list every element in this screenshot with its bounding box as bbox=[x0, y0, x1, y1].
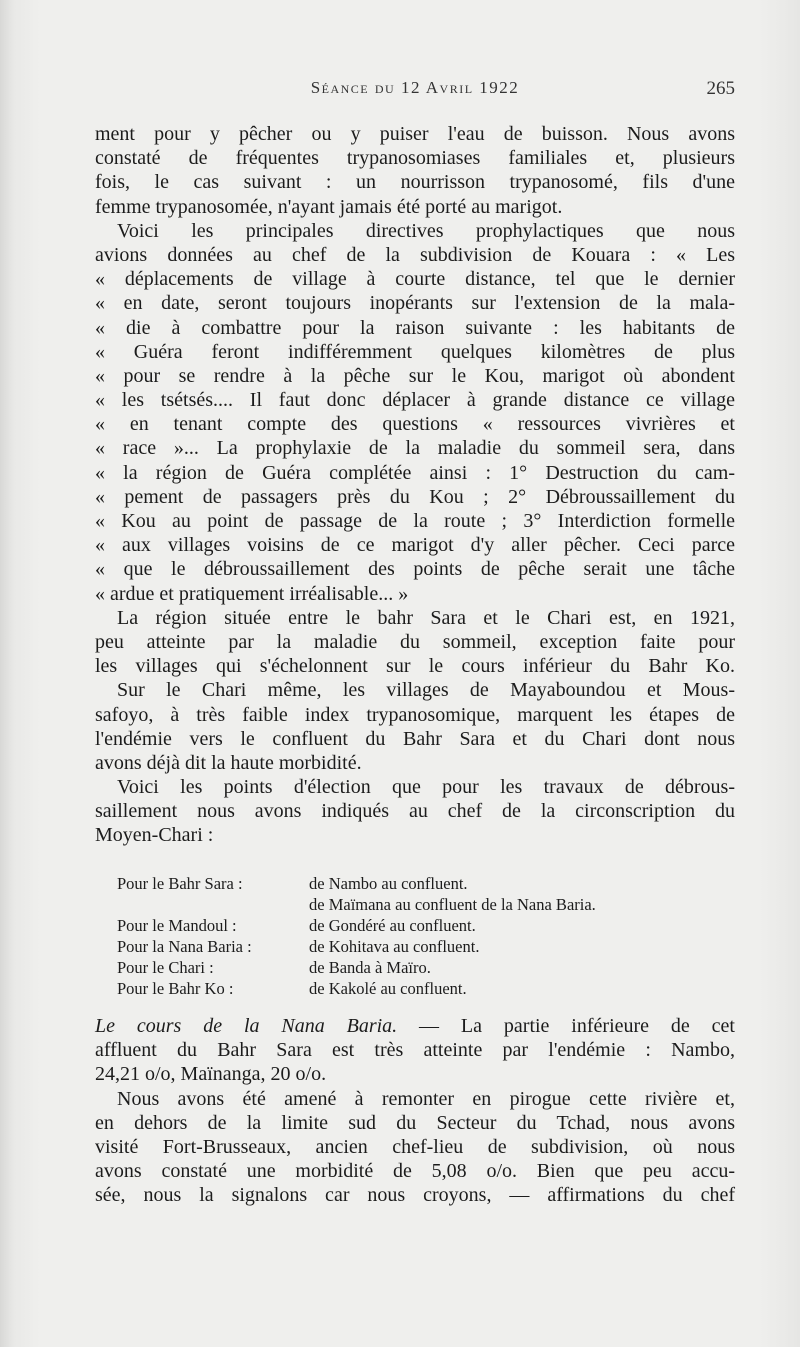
text-line: l'endémie vers le confluent du Bahr Sara et du Chari dont nous bbox=[95, 727, 735, 750]
text-line: « pement de passagers près du Kou ; 2° Débroussaillement du bbox=[95, 485, 735, 508]
text-line: safoyo, à très faible index trypanosomique, marquent les étapes de bbox=[95, 703, 735, 726]
table-value: de Maïmana au confluent de la Nana Baria. bbox=[309, 895, 596, 914]
section-heading-rest: — La partie inférieure de cet bbox=[397, 1015, 735, 1037]
table-value: de Nambo au confluent. bbox=[309, 874, 468, 893]
table-row bbox=[117, 957, 717, 978]
text-line: La région située entre le bahr Sara et le Chari est, en 1921, bbox=[117, 606, 735, 629]
text-line: en dehors de la limite sud du Secteur du Tchad, nous avons bbox=[95, 1111, 735, 1134]
table-row bbox=[117, 915, 717, 936]
table-value: de Gondéré au confluent. bbox=[309, 916, 476, 935]
text-line: Voici les principales directives prophylactiques que nous bbox=[117, 219, 735, 242]
text-line: sée, nous la signalons car nous croyons, — affirmations du chef bbox=[95, 1184, 735, 1207]
text-line: femme trypanosomée, n'ayant jamais été porté au marigot. bbox=[95, 195, 563, 218]
text-line: « ardue et pratiquement irréalisable... » bbox=[95, 582, 409, 605]
table-row bbox=[117, 936, 717, 957]
section-first-line bbox=[95, 1014, 735, 1038]
table-value: de Kohitava au confluent. bbox=[309, 937, 480, 956]
text-line: avions données au chef de la subdivision de Kouara : « Les bbox=[95, 243, 735, 266]
text-line: avons constaté une morbidité de 5,08 o/o. Bien que peu accu- bbox=[95, 1160, 735, 1183]
text-line: avons déjà dit la haute morbidité. bbox=[95, 751, 362, 774]
text-line: « en tenant compte des questions « ressources vivrières et bbox=[95, 413, 735, 436]
main-text bbox=[95, 122, 735, 848]
table-row bbox=[117, 873, 717, 894]
text-line: saillement nous avons indiqués au chef de la circonscription du bbox=[95, 800, 735, 823]
text-line: visité Fort-Brusseaux, ancien chef-lieu de subdivision, où nous bbox=[95, 1135, 735, 1158]
text-line: « pour se rendre à la pêche sur le Kou, marigot où abondent bbox=[95, 364, 735, 387]
election-points-table bbox=[117, 873, 717, 999]
text-line: ment pour y pêcher ou y puiser l'eau de buisson. Nous avons bbox=[95, 123, 735, 145]
text-line: « la région de Guéra complétée ainsi : 1° Destruction du cam- bbox=[95, 461, 735, 484]
text-line: « die à combattre pour la raison suivante : les habitants de bbox=[95, 316, 735, 339]
table-label: Pour le Mandoul : bbox=[117, 916, 237, 935]
text-line: les villages qui s'échelonnent sur le cours inférieur du Bahr Ko. bbox=[95, 655, 735, 678]
second-section-text bbox=[95, 1014, 735, 1208]
text-line: « aux villages voisins de ce marigot d'y aller pêcher. Ceci parce bbox=[95, 534, 735, 557]
text-line: 24,21 o/o, Maïnanga, 20 o/o. bbox=[95, 1063, 327, 1086]
page-number: 265 bbox=[706, 78, 735, 99]
text-line: constaté de fréquentes trypanosomiases familiales et, plusieurs bbox=[95, 147, 735, 170]
text-line: affluent du Bahr Sara est très atteinte par l'endémie : Nambo, bbox=[95, 1039, 735, 1062]
table-row bbox=[117, 894, 717, 915]
text-line: Sur le Chari même, les villages de Mayaboundou et Mous- bbox=[117, 679, 735, 702]
table-row bbox=[117, 978, 717, 999]
text-line: peu atteinte par la maladie du sommeil, exception faite pour bbox=[95, 630, 735, 653]
text-line: Moyen-Chari : bbox=[95, 824, 214, 847]
text-line: Voici les points d'élection que pour les travaux de débrous- bbox=[117, 776, 735, 799]
text-line: « les tsétsés.... Il faut donc déplacer à grande distance ce village bbox=[95, 389, 735, 412]
header-title: Séance du 12 Avril 1922 bbox=[310, 78, 520, 97]
table-value: de Banda à Maïro. bbox=[309, 958, 431, 977]
text-line: « Guéra feront indifféremment quelques kilomètres de plus bbox=[95, 340, 735, 363]
text-line: « que le débroussaillement des points de pêche serait une tâche bbox=[95, 558, 735, 581]
section-heading: Le cours de la Nana Baria. bbox=[95, 1015, 398, 1037]
table-value: de Kakolé au confluent. bbox=[309, 979, 467, 998]
table-label: Pour le Chari : bbox=[117, 958, 214, 977]
table-label: Pour le Bahr Sara : bbox=[117, 874, 243, 893]
running-header bbox=[95, 78, 735, 102]
text-line: « en date, seront toujours inopérants sur l'extension de la mala- bbox=[95, 292, 735, 315]
text-line: « déplacements de village à courte distance, tel que le dernier bbox=[95, 268, 735, 291]
table-label: Pour le Bahr Ko : bbox=[117, 979, 234, 998]
text-line: « Kou au point de passage de la route ; 3° Interdiction formelle bbox=[95, 510, 735, 532]
table-label: Pour la Nana Baria : bbox=[117, 937, 252, 956]
text-line: « race »... La prophylaxie de la maladie du sommeil sera, dans bbox=[95, 437, 735, 460]
text-line: Nous avons été amené à remonter en pirogue cette rivière et, bbox=[117, 1087, 735, 1110]
text-line: fois, le cas suivant : un nourrisson trypanosomé, fils d'une bbox=[95, 171, 735, 194]
